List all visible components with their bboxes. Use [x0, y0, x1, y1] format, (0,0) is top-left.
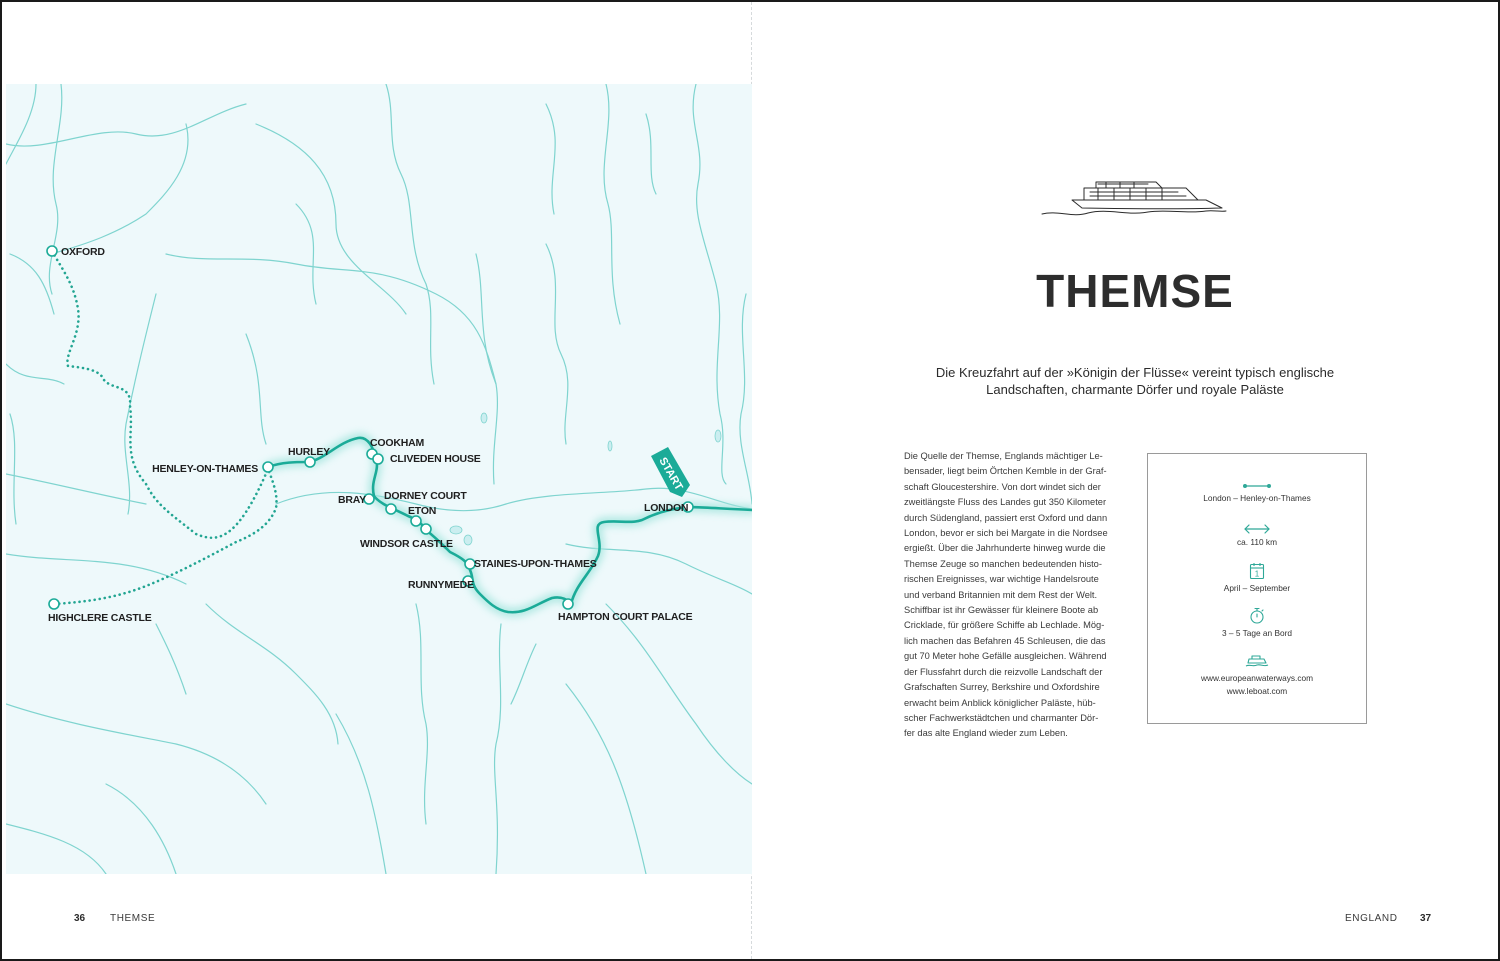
- body-line: Themse Zeuge so manchen bedeutenden histo-: [904, 558, 1102, 569]
- body-line: bensader, liegt beim Örtchen Kemble in der Graf-: [904, 466, 1107, 477]
- lead-line-2: Landschaften, charmante Dörfer und royale Paläste: [986, 382, 1284, 397]
- info-websites: [1148, 654, 1366, 698]
- label-runnymede: RUNNYMEDE: [408, 579, 474, 591]
- marker-henley-on-thames[interactable]: [263, 462, 273, 472]
- calendar-digit: 1: [1254, 569, 1260, 579]
- page-title: THEMSE: [1036, 265, 1234, 317]
- marker-oxford[interactable]: [47, 246, 57, 256]
- marker-hampton-court-palace[interactable]: [563, 599, 573, 609]
- body-line: Die Quelle der Themse, Englands mächtiger Le-: [904, 451, 1103, 461]
- body-line: erwacht beim Anblick königlicher Paläste, hüb-: [904, 697, 1096, 708]
- info-season: [1148, 562, 1366, 593]
- label-bray: BRAY: [338, 494, 366, 506]
- label-cliveden-house: CLIVEDEN HOUSE: [390, 453, 481, 465]
- label-dorney-court: DORNEY COURT: [384, 490, 467, 502]
- info-duration: [1148, 607, 1366, 638]
- body-text: [904, 449, 1125, 742]
- duration-text: 3 – 5 Tage an Bord: [1222, 628, 1292, 638]
- label-eton: ETON: [408, 505, 437, 517]
- route-line-icon: [1242, 482, 1272, 490]
- marker-cliveden-house[interactable]: [373, 454, 383, 464]
- marker-windsor-castle[interactable]: [421, 524, 431, 534]
- label-london: LONDON: [644, 502, 689, 514]
- left-running-head: THEMSE: [110, 913, 156, 924]
- marker-eton[interactable]: [411, 516, 421, 526]
- label-cookham: COOKHAM: [370, 437, 425, 449]
- season-text: April – September: [1223, 583, 1291, 593]
- body-line: Grafschaften Surrey, Berkshire und Oxfordshire: [904, 682, 1100, 693]
- marker-dorney-court[interactable]: [386, 504, 396, 514]
- body-line: ergießt. Über die Jahrhunderte hinweg wurde die: [904, 543, 1106, 554]
- label-windsor-castle: WINDSOR CASTLE: [360, 538, 453, 550]
- label-highclere-castle: HIGHCLERE CASTLE: [48, 612, 152, 624]
- body-line: der Flussfahrt durch die reizvolle Landschaft der: [904, 666, 1103, 677]
- stopwatch-icon: [1249, 607, 1265, 625]
- label-hurley: HURLEY: [288, 446, 330, 458]
- marker-highclere-castle[interactable]: [49, 599, 59, 609]
- start-label: START: [656, 455, 685, 493]
- body-line: fer das alte England wieder zum Leben.: [904, 728, 1068, 739]
- body-line: zweitlängste Fluss des Landes gut 350 Kilometer: [904, 497, 1107, 508]
- distance-text: ca. 110 km: [1237, 537, 1277, 547]
- right-running-head: ENGLAND: [1345, 913, 1398, 924]
- body-line: gut 70 Meter hohe Gefälle ausgleichen. Während: [904, 651, 1107, 662]
- body-line: lich machen das Befahren 45 Schleusen, die das: [904, 635, 1106, 646]
- map-background: [6, 84, 752, 874]
- body-line: und verband Britannien mit dem Rest der Welt.: [904, 589, 1098, 600]
- thames-route-map: [6, 84, 752, 874]
- river-cruise-boat-icon: [1038, 178, 1228, 220]
- body-line: London, bevor er sich bei Margate in die Nordsee: [904, 528, 1108, 539]
- website-link-2[interactable]: www.leboat.com: [1226, 686, 1288, 696]
- body-line: rischen Ereignisses, war wichtige Handelsroute: [904, 574, 1099, 585]
- right-page-number: 37: [1420, 913, 1432, 924]
- body-line: scher Fachwerkstädtchen und charmanter Dör-: [904, 712, 1099, 723]
- calendar-icon: [1249, 562, 1265, 580]
- body-line: schaft Gloucestershire. Von dort windet sich der: [904, 481, 1101, 492]
- info-distance: [1148, 524, 1366, 547]
- label-henley-on-thames: HENLEY-ON-THAMES: [152, 463, 258, 475]
- lead-text: [902, 364, 1368, 398]
- info-route: [1148, 482, 1366, 503]
- body-line: Cricklade, für größere Schiffe ab Lechlade. Mög-: [904, 620, 1105, 631]
- label-hampton-court-palace: HAMPTON COURT PALACE: [558, 611, 693, 623]
- left-page-number: 36: [74, 913, 86, 924]
- website-link-1[interactable]: www.europeanwaterways.com: [1200, 673, 1314, 683]
- body-line: Schiffbar ist ihr Gewässer für kleinere Boote ab: [904, 605, 1099, 616]
- route-text: London – Henley-on-Thames: [1203, 493, 1311, 503]
- trip-info-box: [1147, 453, 1367, 724]
- label-oxford: OXFORD: [61, 246, 105, 258]
- double-arrow-icon: [1243, 524, 1271, 534]
- marker-hurley[interactable]: [305, 457, 315, 467]
- body-line: durch Südengland, passiert erst Oxford und dann: [904, 512, 1108, 523]
- label-staines-upon-thames: STAINES-UPON-THAMES: [474, 558, 597, 570]
- lead-line-1: Die Kreuzfahrt auf der »Königin der Flüsse« vereint typisch englische: [935, 365, 1335, 380]
- boat-icon: [1245, 654, 1269, 668]
